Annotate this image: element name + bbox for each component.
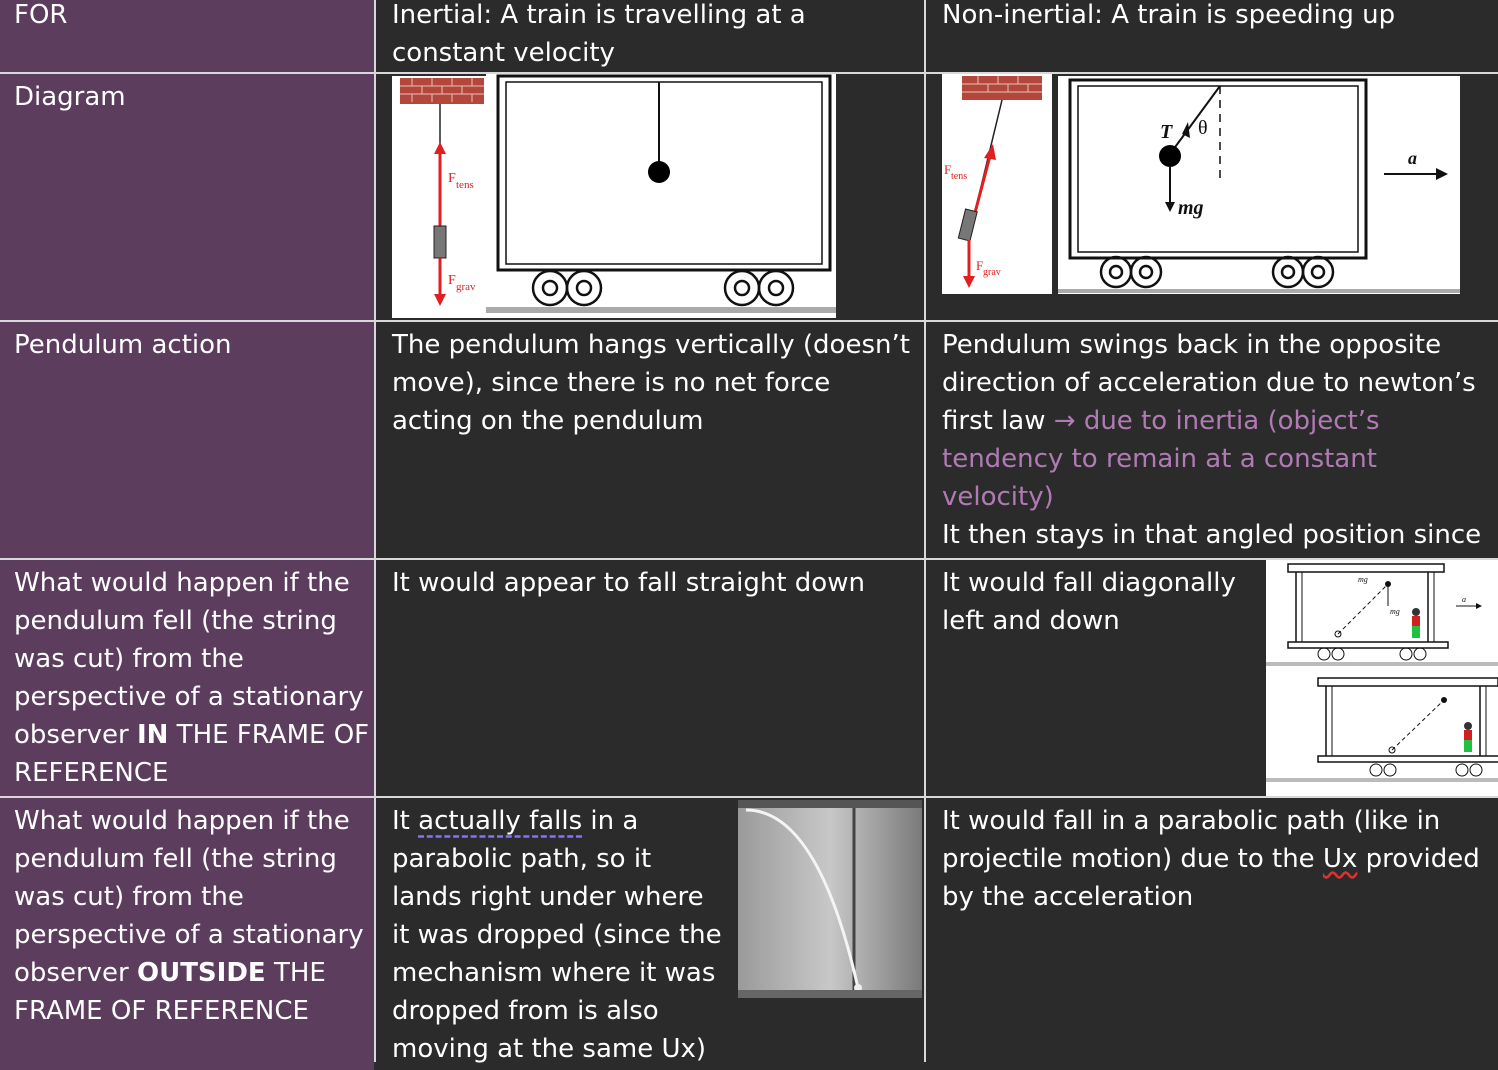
ftens-label: F: [448, 171, 456, 186]
outside-frame-inertial-text: [392, 802, 722, 1068]
ftens-sub-2: tens: [951, 171, 968, 182]
fgrav-label-2: F: [976, 258, 984, 273]
mini-mg1: mg: [1358, 575, 1368, 584]
row-label-pendulum: Pendulum action: [14, 330, 232, 360]
row-label-cell-in-frame: [0, 560, 374, 796]
row-label-diagram: Diagram: [14, 82, 126, 112]
in-frame-inertial-text: It would appear to fall straight down: [392, 568, 865, 598]
parabolic-fall-photo: [738, 800, 922, 998]
pendulum-noninertial-inertia: due to inertia (object’s tendency to remain at a constant velocity): [942, 406, 1380, 512]
pendulum-noninertial-a: Pendulum swings back in the opposite direction of acceleration due to newton’s first law: [942, 330, 1476, 436]
mg-label: mg: [1178, 197, 1204, 219]
outside-frame-noninertial-text: [942, 802, 1498, 916]
arrow-icon: →: [1053, 406, 1076, 436]
in-frame-label-bold: IN: [136, 720, 169, 750]
outside-inertial-ux: Ux: [661, 1034, 696, 1064]
in-frame-label-a: What would happen if the pendulum fell (the string was cut) from the perspective of a stationary observer: [14, 568, 364, 750]
outside-frame-label-bold: OUTSIDE: [136, 958, 266, 988]
header-noninertial: Non-inertial: A train is speeding up: [942, 0, 1396, 30]
falling-pendulum-sequence: [1266, 560, 1498, 796]
outside-inertial-c: ): [695, 1034, 707, 1064]
train-diagram-constant-velocity: [486, 74, 836, 318]
outside-noninertial-ux: Ux: [1322, 844, 1358, 874]
in-frame-noninertial-text: It would fall diagonally left and down: [942, 568, 1236, 636]
in-frame-label-b: THE FRAME OF REFERENCE: [14, 720, 370, 788]
fgrav-label: F: [448, 273, 456, 288]
frame-1: [1266, 564, 1498, 666]
header-for: FOR: [14, 0, 68, 30]
row-label-cell-diagram: [0, 74, 374, 320]
fgrav-sub: grav: [456, 281, 476, 293]
row-label-cell-outside-frame: [0, 798, 374, 1070]
pendulum-noninertial-text: [942, 326, 1498, 558]
in-frame-cell-inertial: [376, 560, 924, 796]
tension-label: T: [1160, 121, 1173, 143]
ftens-sub: tens: [456, 179, 474, 191]
fgrav-sub-2: grav: [983, 267, 1001, 278]
outside-frame-label-b: THE FRAME OF REFERENCE: [14, 958, 326, 1026]
diagram-cell-inertial: [376, 74, 924, 320]
outside-inertial-a: It: [392, 806, 419, 836]
pendulum-noninertial-c: It then stays in that angled position since: [942, 520, 1482, 550]
force-diagram-angled: [942, 74, 1052, 294]
outside-inertial-squig: actually falls: [418, 806, 583, 836]
mini-mg2: mg: [1390, 607, 1400, 616]
ftens-label-2: F: [944, 162, 952, 177]
pendulum-cell-noninertial: [926, 322, 1498, 558]
outside-noninertial-a: It would fall in a parabolic path (like in projectile motion) due to the: [942, 806, 1441, 874]
outside-noninertial-b: provided by the acceleration: [942, 844, 1480, 912]
train-diagram-accelerating: [1058, 76, 1460, 294]
frame-2: [1266, 678, 1498, 782]
header-cell-for: [0, 0, 374, 72]
header-cell-inertial: [376, 0, 924, 72]
force-diagram-vertical: [392, 76, 486, 318]
in-frame-cell-noninertial: [926, 560, 1498, 796]
outside-frame-cell-inertial: [376, 798, 924, 1070]
row-label-outside-frame: [14, 802, 374, 1030]
header-inertial: Inertial: A train is travelling at a constant velocity: [392, 0, 806, 68]
outside-inertial-b: in a parabolic path, so it lands right under where it was dropped (since the mechanism where it was dropped from is also moving at the same: [392, 806, 722, 1064]
theta-label: θ: [1198, 117, 1208, 139]
row-label-in-frame: [14, 564, 374, 792]
pendulum-cell-inertial: [376, 322, 924, 558]
header-cell-noninertial: [926, 0, 1498, 72]
accel-label: a: [1408, 148, 1417, 168]
row-label-cell-pendulum: [0, 322, 374, 558]
pendulum-inertial-text: The pendulum hangs vertically (doesn’t move), since there is no net force acting on the pendulum: [392, 330, 910, 436]
outside-frame-cell-noninertial: [926, 798, 1498, 1070]
mini-accel: a: [1462, 595, 1466, 604]
outside-frame-label-a: What would happen if the pendulum fell (the string was cut) from the perspective of a stationary observer: [14, 806, 364, 988]
diagram-cell-noninertial: [926, 74, 1498, 320]
